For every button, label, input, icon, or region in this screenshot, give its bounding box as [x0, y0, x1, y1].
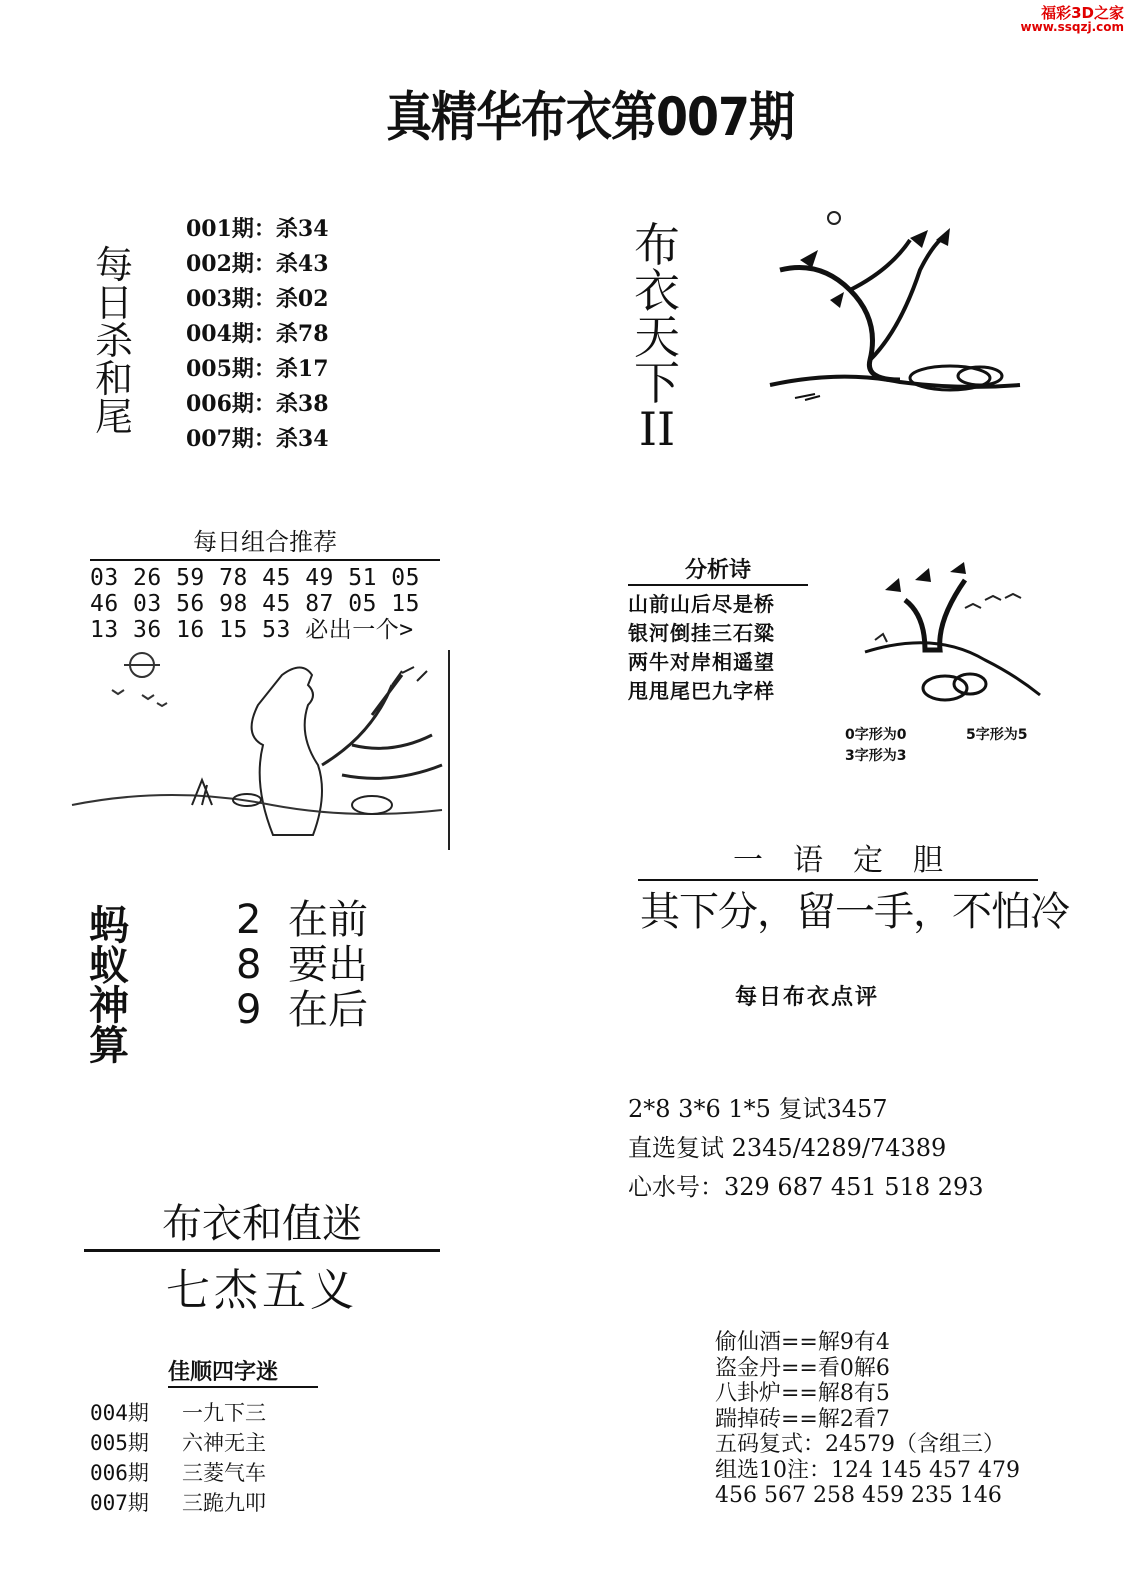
- yiyu-text: 其下分，留一手，不怕冷: [640, 889, 1069, 935]
- four-char-row: [90, 1428, 350, 1458]
- small-tree-sketch-illustration: [865, 560, 1045, 710]
- final-row: 踹掉砖==解2看7: [715, 1406, 890, 1432]
- list-item: 007期：杀34: [186, 426, 329, 452]
- ant-char: 蚂: [89, 903, 129, 949]
- list-item: 001期：杀34: [186, 216, 329, 242]
- list-item: 005期：杀17: [186, 356, 329, 382]
- poem-line: 甩甩尾巴九字样: [628, 679, 775, 703]
- daily-kill-char: 日: [94, 281, 133, 325]
- poem-lines: [628, 586, 808, 706]
- shape-note: 5字形为5: [966, 727, 1028, 743]
- watermark-url: www.ssqzj.com: [1020, 20, 1124, 34]
- daily-kill-char: 每: [94, 243, 133, 287]
- final-row: 八卦炉==解8有5: [715, 1381, 890, 1406]
- daily-combo-section: [90, 522, 440, 643]
- ant-row: [236, 943, 368, 988]
- riddle-answer: 七杰五义: [166, 1265, 358, 1316]
- dianping-title: 每日布衣点评: [735, 985, 880, 1010]
- four-char-row: [90, 1398, 350, 1428]
- poem-line: 银河倒挂三石粱: [628, 621, 775, 645]
- ant-digit: 9: [236, 987, 262, 1033]
- list-item: 006期：杀38: [186, 391, 329, 417]
- riddle-title: 布衣和值迷: [84, 1192, 440, 1252]
- four-char-period: 004期: [90, 1401, 149, 1425]
- ant-text: 要出: [288, 942, 368, 988]
- four-char-section: [90, 1355, 350, 1518]
- multi-row: 心水号：329 687 451 518 293: [628, 1173, 984, 1201]
- ant-rows: [236, 898, 368, 1033]
- daily-kill-list: [186, 212, 329, 457]
- multi-row: 2*8 3*6 1*5 复试3457: [628, 1095, 888, 1123]
- list-item: 002期：杀43: [186, 251, 329, 277]
- buyi-char: 下: [634, 356, 680, 410]
- watermark-name: 福彩3D之家: [1041, 4, 1124, 22]
- list-item: 003期：杀02: [186, 286, 329, 312]
- final-row: 偷仙酒==解9有4: [715, 1330, 890, 1355]
- final-picks: [715, 1330, 1020, 1509]
- daily-kill-vertical-label: [92, 243, 136, 439]
- combo-rows: [90, 561, 440, 643]
- four-char-row: [90, 1458, 350, 1488]
- final-row: 组选10注：124 145 457 479: [715, 1457, 1020, 1483]
- four-char-row: [90, 1488, 350, 1518]
- ant-text: 在后: [288, 987, 368, 1033]
- buyi-char: 布: [634, 218, 680, 272]
- ant-text: 在前: [288, 897, 368, 943]
- four-char-period: 007期: [90, 1491, 149, 1515]
- four-char-text: 一九下三: [182, 1401, 266, 1425]
- ant-char: 神: [89, 983, 129, 1029]
- scholar-sketch-illustration: [72, 645, 452, 855]
- four-char-text: 三跪九叩: [182, 1491, 266, 1515]
- page-title: 真精华布衣第007期: [385, 85, 795, 148]
- four-char-period: 006期: [90, 1461, 149, 1485]
- poem-line: 山前山后尽是桥: [628, 592, 775, 616]
- multi-picks: [628, 1090, 984, 1207]
- ant-vertical-label: [86, 903, 132, 1069]
- four-char-rows: [90, 1388, 350, 1518]
- combo-row: 13 36 16 15 53 必出一个>: [90, 617, 414, 643]
- multi-row: 直选复试 2345/4289/74389: [628, 1134, 947, 1162]
- final-row: 盗金丹==看0解6: [715, 1355, 890, 1381]
- tree-sketch-illustration: [760, 210, 1030, 410]
- ant-row: [236, 898, 368, 943]
- final-row: 456 567 258 459 235 146: [715, 1483, 1002, 1508]
- four-char-title: 佳顺四字迷: [168, 1355, 318, 1388]
- buyi-char: II: [638, 402, 676, 456]
- shape-note: 0字形为0: [845, 727, 907, 743]
- four-char-period: 005期: [90, 1431, 149, 1455]
- buyi-tianxia-vertical-label: [628, 218, 686, 456]
- yiyu-title: 一语定胆: [638, 835, 1038, 881]
- daily-kill-char: 杀: [94, 319, 133, 363]
- daily-kill-char: 尾: [94, 395, 133, 439]
- ant-digit: 2: [236, 897, 262, 943]
- poem-line: 两牛对岸相遥望: [628, 650, 775, 674]
- ant-char: 蚁: [89, 943, 129, 989]
- riddle-section: [84, 1192, 440, 1318]
- analysis-poem-section: [628, 553, 808, 706]
- ant-digit: 8: [236, 942, 262, 988]
- ant-row: [236, 988, 368, 1033]
- combo-row: 03 26 59 78 45 49 51 05: [90, 565, 420, 591]
- four-char-text: 三菱气车: [182, 1461, 266, 1485]
- buyi-char: 衣: [634, 264, 680, 318]
- combo-row: 46 03 56 98 45 87 05 15: [90, 591, 420, 617]
- ant-char: 算: [89, 1023, 129, 1069]
- yiyu-section: [638, 835, 1038, 881]
- four-char-text: 六神无主: [182, 1431, 266, 1455]
- daily-kill-char: 和: [94, 357, 133, 401]
- final-row: 五码复式：24579（含组三）: [715, 1432, 1005, 1457]
- shape-note: 3字形为3: [845, 748, 907, 764]
- poem-title: 分析诗: [628, 553, 808, 586]
- list-item: 004期：杀78: [186, 321, 329, 347]
- buyi-char: 天: [634, 310, 680, 364]
- combo-title: 每日组合推荐: [90, 522, 440, 561]
